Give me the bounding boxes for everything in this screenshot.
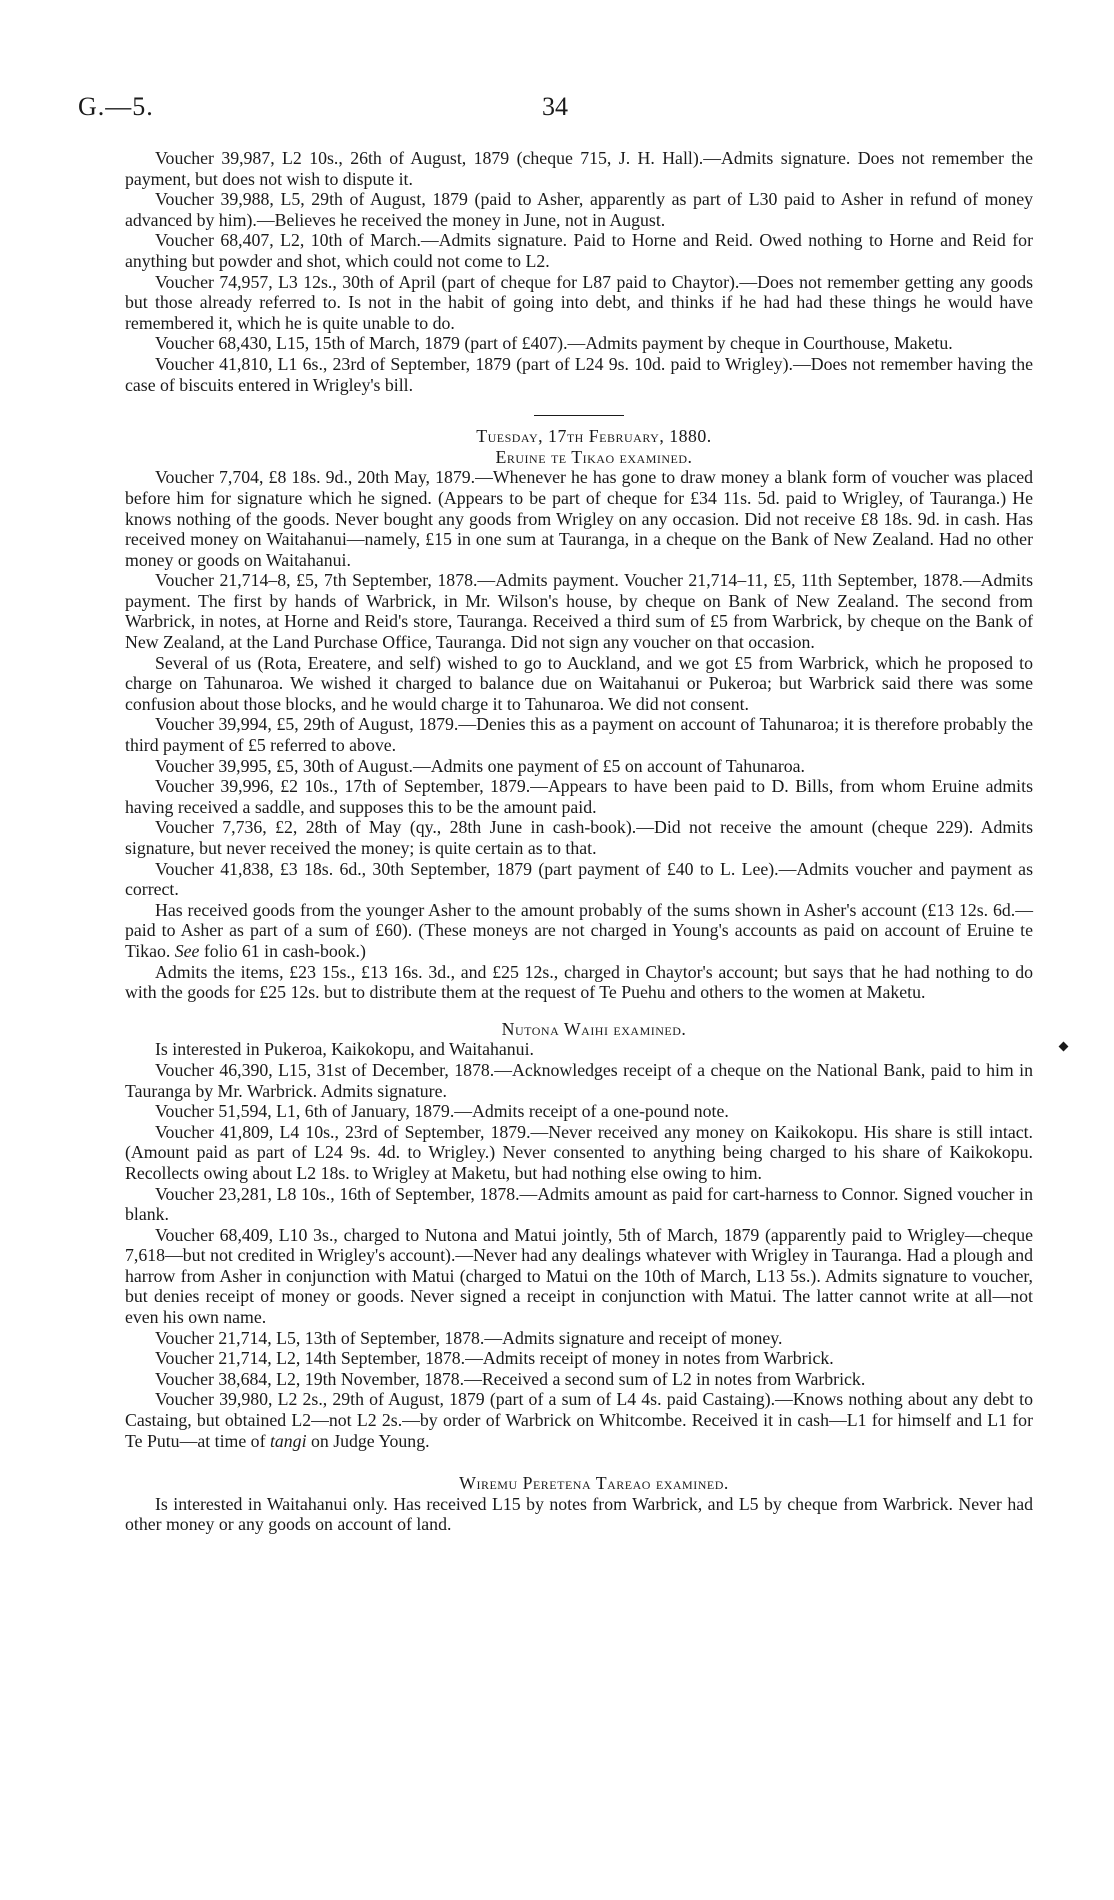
italic-tangi: tangi: [269, 1430, 307, 1451]
margin-mark: [1059, 1042, 1069, 1052]
witness-heading: Wiremu Peretena Tareao examined.: [459, 1473, 729, 1494]
text-run: Has received goods from the younger Asher to the amount probably of the sums shown in Asher's account (£13 12s. 6d.—paid to Asher as part of a sum of £60). (These moneys are not charged in Young's accounts as paid on account of Eruine te Tikao.: [125, 899, 1033, 961]
paragraph: Is interested in Pukeroa, Kaikokopu, and Waitahanui.: [155, 1039, 534, 1060]
paragraph: Voucher 41,809, L4 10s., 23rd of September, 1879.—Never received any money on Kaikokopu. His share is still intact. (Amount paid as part of L24 9s. 4d. to Wrigley.) Never consented to anything being charged to his share of Kaikokopu. Recollects owing about L2 18s. to Wrigley at Maketu, but had nothing else owing to him.: [125, 1121, 1033, 1183]
text-run: folio 61 in cash-book.): [203, 940, 366, 961]
paragraph: Voucher 7,704, £8 18s. 9d., 20th May, 1879.—Whenever he has gone to draw money a blank form of voucher was placed before him for signature which he signed. (Appears to be part of cheque for £34 11s. 5d. paid to Wrigley, of Tauranga.) He knows nothing of the goods. Never bought any goods from Wrigley on any occasion. Did not receive £8 18s. 9d. in cash. Has received money on Waitahanui—namely, £15 in one sum at Tauranga, in a cheque on the Bank of New Zealand. Had no other money or goods on Waitahanui.: [125, 467, 1033, 570]
document-code: G.—5.: [78, 92, 154, 121]
page-header: [78, 92, 1038, 132]
paragraph: Voucher 21,714, L5, 13th of September, 1878.—Admits signature and receipt of money.: [155, 1327, 783, 1348]
page-number: 34: [542, 92, 568, 121]
witness-heading: Nutona Waihi examined.: [501, 1018, 687, 1039]
section-eruine-te-tikao: [125, 447, 1033, 1003]
paragraph-castaing: [125, 1389, 1033, 1451]
paragraph: Voucher 39,995, £5, 30th of August.—Admits one payment of £5 on account of Tahunaroa.: [155, 755, 805, 776]
date-heading: Tuesday, 17th February, 1880.: [476, 426, 712, 447]
section-nutona-waihi: [125, 1019, 1033, 1451]
paragraph: Is interested in Waitahanui only. Has received L15 by notes from Warbrick, and L5 by cheque from Warbrick. Never had other money or any goods on account of land.: [125, 1493, 1033, 1535]
paragraph: Voucher 68,409, L10 3s., charged to Nutona and Matui jointly, 5th of March, 1879 (apparently paid to Wrigley—cheque 7,618—but not credited in Wrigley's account).—Never had any dealings whatever with Wrigley in Tauranga. Had a plough and harrow from Asher in conjunction with Matui (charged to Matui on the 10th of March, L13 5s.). Admits signature to voucher, but denies receipt of money or goods. Never signed a receipt in conjunction with Matui. The latter cannot write at all—not even his own name.: [125, 1224, 1033, 1328]
paragraph: Voucher 41,810, L1 6s., 23rd of September, 1879 (part of L24 9s. 10d. paid to Wrigley).—Does not remember having the case of biscuits entered in Wrigley's bill.: [125, 353, 1033, 395]
paragraph: Voucher 41,838, £3 18s. 6d., 30th September, 1879 (part payment of £40 to L. Lee).—Admits voucher and payment as correct.: [125, 858, 1033, 900]
document-body: [125, 148, 1033, 1535]
paragraph: Voucher 7,736, £2, 28th of May (qy., 28th June in cash-book).—Did not receive the amount (cheque 229). Admits signature, but never received the money; is quite certain as to that.: [125, 817, 1033, 858]
paragraph: Voucher 39,988, L5, 29th of August, 1879 (paid to Asher, apparently as part of L30 paid to Asher in refund of money advanced by him).—Believes he received the money in June, not in August.: [125, 189, 1033, 230]
paragraph: Voucher 21,714, L2, 14th September, 1878.—Admits receipt of money in notes from Warbrick.: [155, 1348, 834, 1369]
paragraph: Voucher 74,957, L3 12s., 30th of April (part of cheque for L87 paid to Chaytor).—Does not remember getting any goods but those already referred to. Is not in the habit of going into debt, and thinks if he had had these things he would have remembered it, which he is quite unable to do.: [125, 271, 1033, 333]
text-run: Voucher 39,980, L2 2s., 29th of August, 1879 (part of a sum of L4 4s. paid Castaing).—Knows nothing about any debt to Castaing, but obtained L2—not L2 2s.—by order of Warbrick on Whitcombe. Received it in cash—L1 for himself and L1 for Te Putu—at time of: [125, 1389, 1033, 1451]
section-divider: [534, 415, 624, 416]
paragraph: Voucher 51,594, L1, 6th of January, 1879.—Admits receipt of a one-pound note.: [155, 1101, 729, 1122]
paragraph: Voucher 68,430, L15, 15th of March, 1879 (part of £407).—Admits payment by cheque in Courthouse, Maketu.: [155, 333, 953, 354]
paragraph: Voucher 38,684, L2, 19th November, 1878.—Received a second sum of L2 in notes from Warbrick.: [155, 1368, 866, 1389]
paragraph: Voucher 39,996, £2 10s., 17th of September, 1879.—Appears to have been paid to D. Bills, from whom Eruine admits having received a saddle, and supposes this to be the amount paid.: [125, 776, 1033, 817]
paragraph: Voucher 23,281, L8 10s., 16th of September, 1878.—Admits amount as paid for cart-harness to Connor. Signed voucher in blank.: [125, 1183, 1033, 1225]
section-wiremu-peretena-tareao: [125, 1473, 1033, 1535]
paragraph: Voucher 46,390, L15, 31st of December, 1878.—Acknowledges receipt of a cheque on the National Bank, paid to him in Tauranga by Mr. Warbrick. Admits signature.: [125, 1059, 1033, 1101]
paragraph: Voucher 21,714–8, £5, 7th September, 1878.—Admits payment. Voucher 21,714–11, £5, 11th September, 1878.—Admits payment. The first by hands of Warbrick, in Mr. Wilson's house, by cheque on Bank of New Zealand. The second from Warbrick, in notes, at Horne and Reid's store, Tauranga. Received a third sum of £5 from Warbrick, by cheque on the Bank of New Zealand, at the Land Purchase Office, Tauranga. Did not sign any voucher on that occasion.: [125, 570, 1033, 653]
paragraph-asher-goods: [125, 900, 1033, 962]
text-run: on Judge Young.: [310, 1430, 430, 1451]
paragraph: Admits the items, £23 15s., £13 16s. 3d., and £25 12s., charged in Chaytor's account; but says that he had nothing to do with the goods for £25 12s. but to distribute them at the request of Te Puehu and others to the women at Maketu.: [125, 961, 1033, 1003]
witness-heading: Eruine te Tikao examined.: [495, 446, 693, 467]
italic-see: See: [174, 940, 200, 961]
paragraph: Voucher 39,987, L2 10s., 26th of August, 1879 (cheque 715, J. H. Hall).—Admits signature. Does not remember the payment, but does not wish to dispute it.: [125, 148, 1033, 189]
paragraph: Voucher 68,407, L2, 10th of March.—Admits signature. Paid to Horne and Reid. Owed nothing to Horne and Reid for anything but powder and shot, which could not come to L2.: [125, 230, 1033, 271]
paragraph: Voucher 39,994, £5, 29th of August, 1879.—Denies this as a payment on account of Tahunaroa; it is therefore probably the third payment of £5 referred to above.: [125, 714, 1033, 756]
section-voucher-list: [125, 148, 1033, 395]
paragraph: Several of us (Rota, Ereatere, and self) wished to go to Auckland, and we got £5 from Warbrick, which he proposed to charge on Tahunaroa. We wished it charged to balance due on Waitahanui or Pukeroa; but Warbrick said there was some confusion about those blocks, and he would charge it to Tahunaroa. We did not consent.: [125, 652, 1033, 714]
